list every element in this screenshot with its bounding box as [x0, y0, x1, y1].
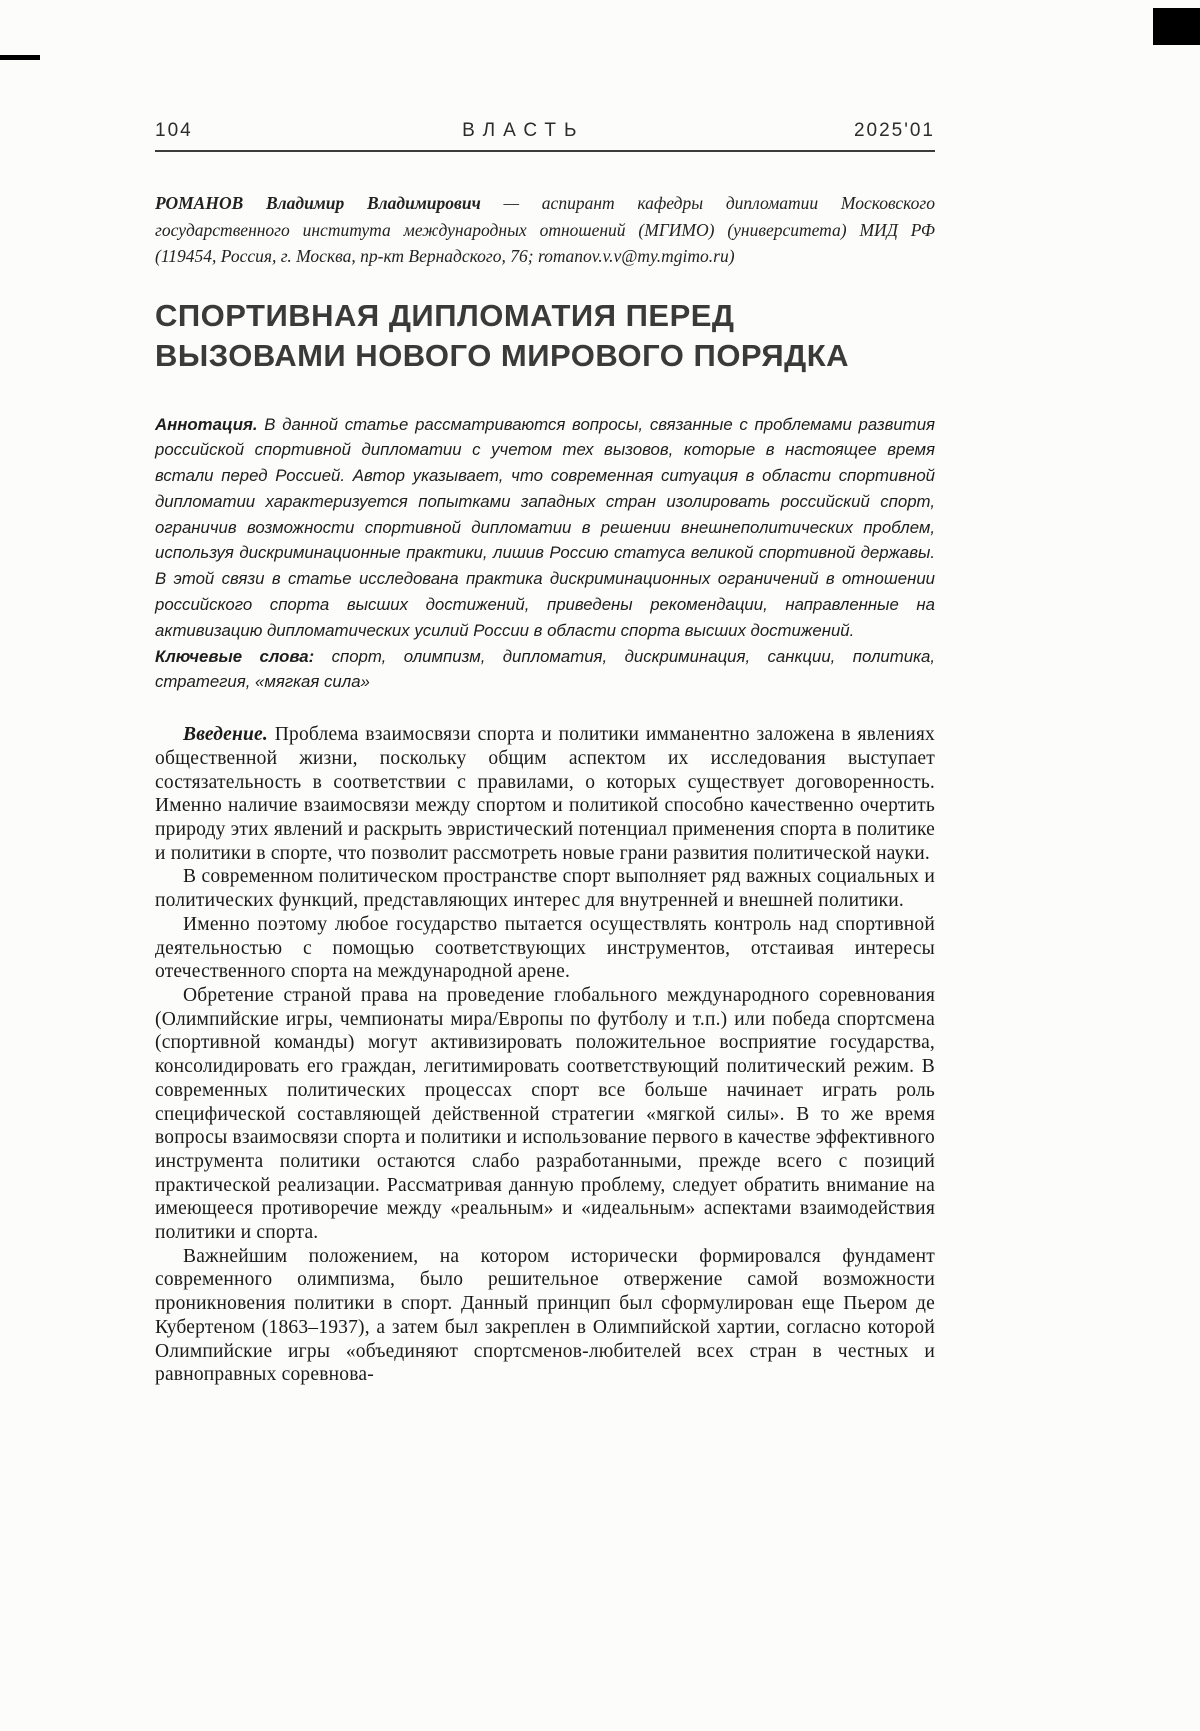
- author-block: [155, 190, 935, 270]
- header-rule: [155, 150, 935, 152]
- author-affiliation: — аспирант кафедры дипломатии Московского государственного института международных отношений (МГИМО) (университета) МИД РФ (119454, Россия, г. Москва, пр-кт Вернадского, 76; romanov.v.v@my.mgimo.ru): [155, 193, 935, 266]
- paragraph-text: Обретение страной права на проведение глобального международного соревнования (Олимпийские игры, чемпионаты мира/Европы по футболу и т.п.) или победа спортсмена (спортивной команды) могут активизировать положительное восприятие государства, консолидировать его граждан, легитимировать соответствующий политический режим. В современных политических процессах спорт все больше начинает играть роль специфической составляющей действенной стратегии «мягкой силы». В то же время вопросы взаимосвязи спорта и политики и использование первого в качестве эффективного инструмента политики остаются слабо разработанными, прежде всего с позиций практической реализации. Рассматривая данную проблему, следует обратить внимание на имеющееся противоречие между «реальным» и «идеальным» аспектами взаимодействия политики и спорта.: [155, 985, 935, 1244]
- keywords-label: Ключевые слова:: [155, 646, 315, 666]
- author-name: РОМАНОВ Владимир Владимирович: [155, 193, 481, 213]
- abstract-block: [155, 412, 935, 696]
- article-title-line-1: СПОРТИВНАЯ ДИПЛОМАТИЯ ПЕРЕД: [155, 297, 735, 333]
- scan-artifact-top-right-corner: [1153, 8, 1200, 45]
- abstract-text: В данной статье рассматриваются вопросы, связанные с проблемами развития российской спортивной дипломатии с учетом тех вызовов, которые в настоящее время встали перед Россией. Автор указывает, что современная ситуация в области спортивной дипломатии характеризуется попытками западных стран изолировать российский спорт, ограничив возможности спортивной дипломатии в решении внешнеполитических проблем, используя дискриминационные практики, лишив Россию статуса великой спортивной державы. В этой связи в статье исследована практика дискриминационных ограничений в отношении российского спорта высших достижений, приведены рекомендации, направленные на активизацию дипломатических усилий России в области спорта высших достижений.: [155, 414, 935, 640]
- page-content: [155, 0, 935, 1387]
- body-paragraph: [155, 984, 935, 1245]
- page-header: [155, 0, 935, 142]
- paragraph-text: Именно поэтому любое государство пытается осуществлять контроль над спортивной деятельностью с помощью соответствующих инструментов, отстаивая интересы отечественного спорта на международной арене.: [155, 913, 935, 983]
- keywords-paragraph: [155, 644, 935, 696]
- body-paragraph: [155, 1245, 935, 1387]
- body-paragraph: [155, 865, 935, 912]
- article-title: [155, 296, 935, 376]
- abstract-label: Аннотация.: [155, 414, 258, 434]
- paragraph-lead: Введение.: [183, 724, 268, 746]
- paragraph-text: Проблема взаимосвязи спорта и политики имманентно заложена в явлениях общественной жизни, поскольку общим аспектом их исследования выступает состязательность в соответствии с правилами, о которых существует договоренность. Именно наличие взаимосвязи между спортом и политикой способно качественно очертить природу этих явлений и раскрыть эвристический потенциал применения спорта в политике и политики в спорте, что позволит рассмотреть новые грани развития политической науки.: [155, 724, 935, 864]
- scan-artifact-top-left: [0, 55, 40, 60]
- body-paragraph: [155, 913, 935, 984]
- body-paragraph: [155, 723, 935, 865]
- article-body: [155, 723, 935, 1387]
- issue-number: 2025'01: [853, 120, 935, 141]
- keywords-text: спорт, олимпизм, дипломатия, дискриминация, санкции, политика, стратегия, «мягкая сила»: [155, 646, 935, 692]
- journal-title: ВЛАСТЬ: [462, 120, 585, 141]
- paragraph-text: В современном политическом пространстве спорт выполняет ряд важных социальных и политических функций, представляющих интерес для внутренней и внешней политики.: [155, 866, 935, 912]
- abstract-paragraph: [155, 412, 935, 644]
- article-title-line-2: ВЫЗОВАМИ НОВОГО МИРОВОГО ПОРЯДКА: [155, 337, 850, 373]
- paragraph-text: Важнейшим положением, на котором исторически формировался фундамент современного олимпизма, было решительное отвержение самой возможности проникновения политики в спорт. Данный принцип был сформулирован еще Пьером де Кубертеном (1863–1937), а затем был закреплен в Олимпийской хартии, согласно которой Олимпийские игры «объединяют спортсменов-любителей всех стран в честных и равноправных соревнова-: [155, 1245, 935, 1386]
- page-number: 104: [155, 120, 193, 141]
